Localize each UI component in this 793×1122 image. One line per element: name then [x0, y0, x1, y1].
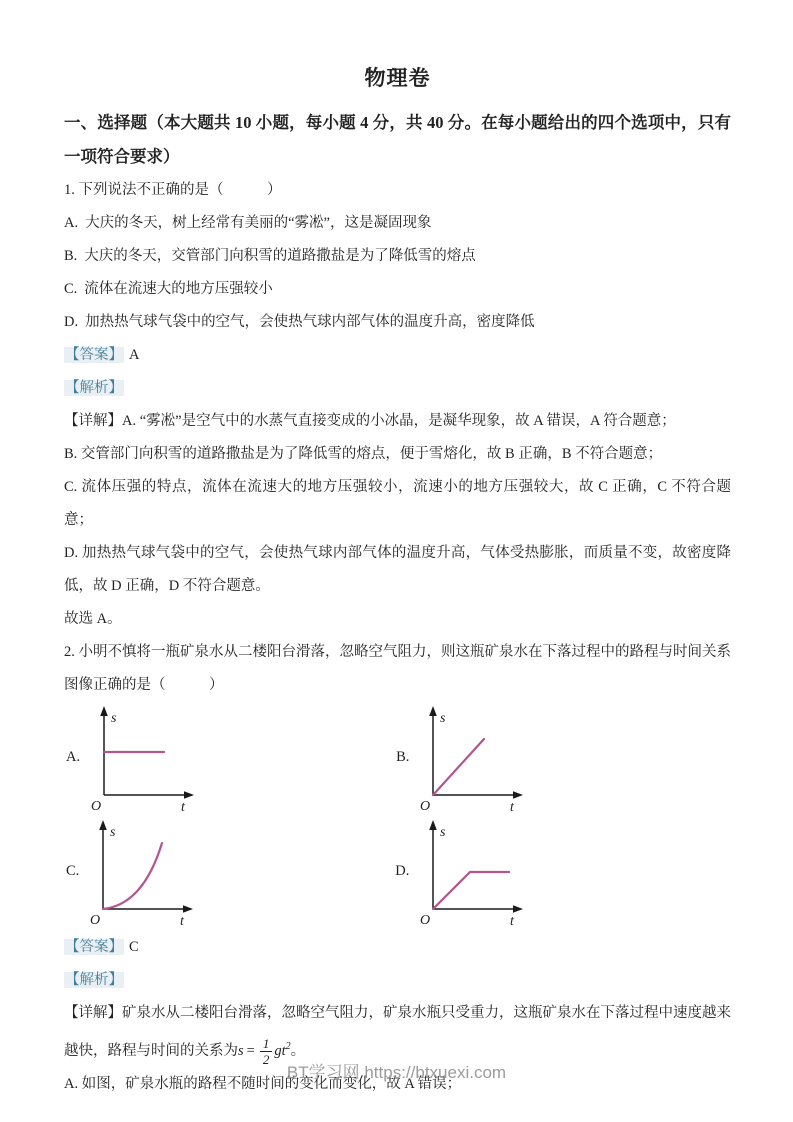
origin-label: O	[420, 799, 431, 814]
formula-exponent: 2	[285, 1041, 291, 1052]
question-1-answer-line	[64, 339, 731, 372]
fraction-numerator: 1	[260, 1036, 273, 1052]
question-1-detail-c: C. 流体压强的特点，流体在流速大的地方压强较小，流速小的地方压强较大，故 C 正确，C 不符合题意；	[64, 479, 731, 528]
section-heading: 一、选择题（本大题共 10 小题，每小题 4 分，共 40 分。在每小题给出的四个选项中，只有一项符合要求）	[64, 113, 731, 166]
answer-tag: 【答案】	[65, 347, 123, 363]
question-2-answer-line	[64, 931, 731, 964]
analysis-tag: 【解析】	[65, 972, 123, 988]
question-1-option-d	[64, 306, 731, 339]
graph-option-d	[395, 817, 531, 929]
x-axis-label: t	[510, 914, 515, 929]
question-1-conclusion: 故选 A。	[64, 611, 122, 627]
graph-option-b	[396, 703, 531, 815]
answer-value: C	[129, 939, 139, 955]
st-graph-quadratic	[83, 817, 201, 929]
curve-rise-then-flat	[433, 872, 509, 909]
option-text: 加热热气球气袋中的空气，会使热气球内部气体的温度升高，密度降低	[85, 314, 535, 330]
formula-lhs: s	[238, 1042, 244, 1059]
detail-tag: 【详解】	[64, 413, 122, 429]
detail-text: 矿泉水从二楼阳台滑落，忽略空气阻力，矿泉水瓶只受重力，这瓶矿泉水在下落过程中速度越来越快，路程与时间的关系为	[64, 1005, 731, 1059]
curve-linear	[433, 739, 484, 795]
graph-label: A.	[66, 749, 81, 765]
y-axis-label: s	[440, 711, 446, 726]
option-text: 流体在流速大的地方压强较小	[84, 281, 273, 297]
option-label: C.	[64, 281, 78, 297]
formula-s-equals-half-gt-squared	[238, 1036, 291, 1067]
option-text: 大庆的冬天，交管部门向积雪的道路撒盐是为了降低雪的熔点	[84, 248, 476, 264]
st-graph-rise-flat	[413, 817, 531, 929]
question-1-option-c	[64, 273, 731, 306]
curve-quadratic	[103, 843, 162, 909]
x-axis-label: t	[180, 914, 185, 929]
option-label: A.	[64, 215, 79, 231]
detail-tag: 【详解】	[64, 1005, 122, 1021]
fraction-denominator: 2	[262, 1052, 270, 1067]
origin-label: O	[90, 913, 101, 928]
y-axis-label: s	[111, 711, 117, 726]
detail-text: A. “雾凇”是空气中的水蒸气直接变成的小冰晶，是凝华现象，故 A 错误，A 符合题意；	[122, 413, 676, 429]
formula-equals: =	[246, 1042, 255, 1059]
y-axis-label: s	[110, 825, 116, 840]
question-1-option-a	[64, 207, 731, 240]
graph-option-c	[66, 817, 201, 929]
question-1	[64, 174, 731, 636]
question-1-stem: 1. 下列说法不正确的是（ ）	[64, 182, 282, 198]
question-1-detail-a	[64, 405, 731, 438]
origin-label: O	[420, 913, 431, 928]
analysis-tag: 【解析】	[65, 380, 123, 396]
answer-tag: 【答案】	[65, 939, 123, 955]
question-1-detail-d: D. 加热热气球气袋中的空气，会使热气球内部气体的温度升高，气体受热膨胀，而质量不变，故密度降低，故 D 正确，D 不符合题意。	[64, 545, 731, 594]
formula-variable: gt	[274, 1042, 286, 1059]
graph-row-1	[64, 703, 731, 815]
page-title: 物理卷	[364, 66, 431, 90]
graph-option-a	[66, 703, 202, 815]
question-2-analysis-line	[64, 964, 731, 997]
question-1-detail-b: B. 交管部门向积雪的道路撒盐是为了降低雪的熔点，便于雪熔化，故 B 正确，B 不符合题意；	[64, 446, 663, 462]
answer-value: A	[129, 347, 140, 363]
footer-watermark: BT学习网 https://btxuexi.com	[286, 1063, 507, 1082]
x-axis-label: t	[181, 800, 185, 815]
question-2	[64, 636, 731, 1101]
y-axis-label: s	[440, 825, 446, 840]
question-1-option-b	[64, 240, 731, 273]
question-1-analysis-line	[64, 372, 731, 405]
option-label: D.	[64, 314, 79, 330]
st-graph-linear	[413, 703, 531, 815]
graph-label: C.	[66, 863, 80, 879]
origin-label: O	[91, 799, 102, 814]
formula-period: 。	[290, 1042, 306, 1059]
option-text: 大庆的冬天，树上经常有美丽的“雾凇”，这是凝固现象	[85, 215, 432, 231]
graph-label: B.	[396, 749, 410, 765]
question-2-note-a: A. 如图，矿泉水瓶的路程不随时间的变化而变化，故 A 错误；	[64, 1075, 462, 1092]
x-axis-label: t	[510, 800, 515, 815]
question-2-stem: 2. 小明不慎将一瓶矿泉水从二楼阳台滑落，忽略空气阻力，则这瓶矿泉水在下落过程中的路程与时间关系图像正确的是（ ）	[64, 644, 731, 693]
graph-label: D.	[395, 863, 410, 879]
graph-row-2	[64, 817, 731, 929]
st-graph-constant	[84, 703, 202, 815]
option-label: B.	[64, 248, 78, 264]
